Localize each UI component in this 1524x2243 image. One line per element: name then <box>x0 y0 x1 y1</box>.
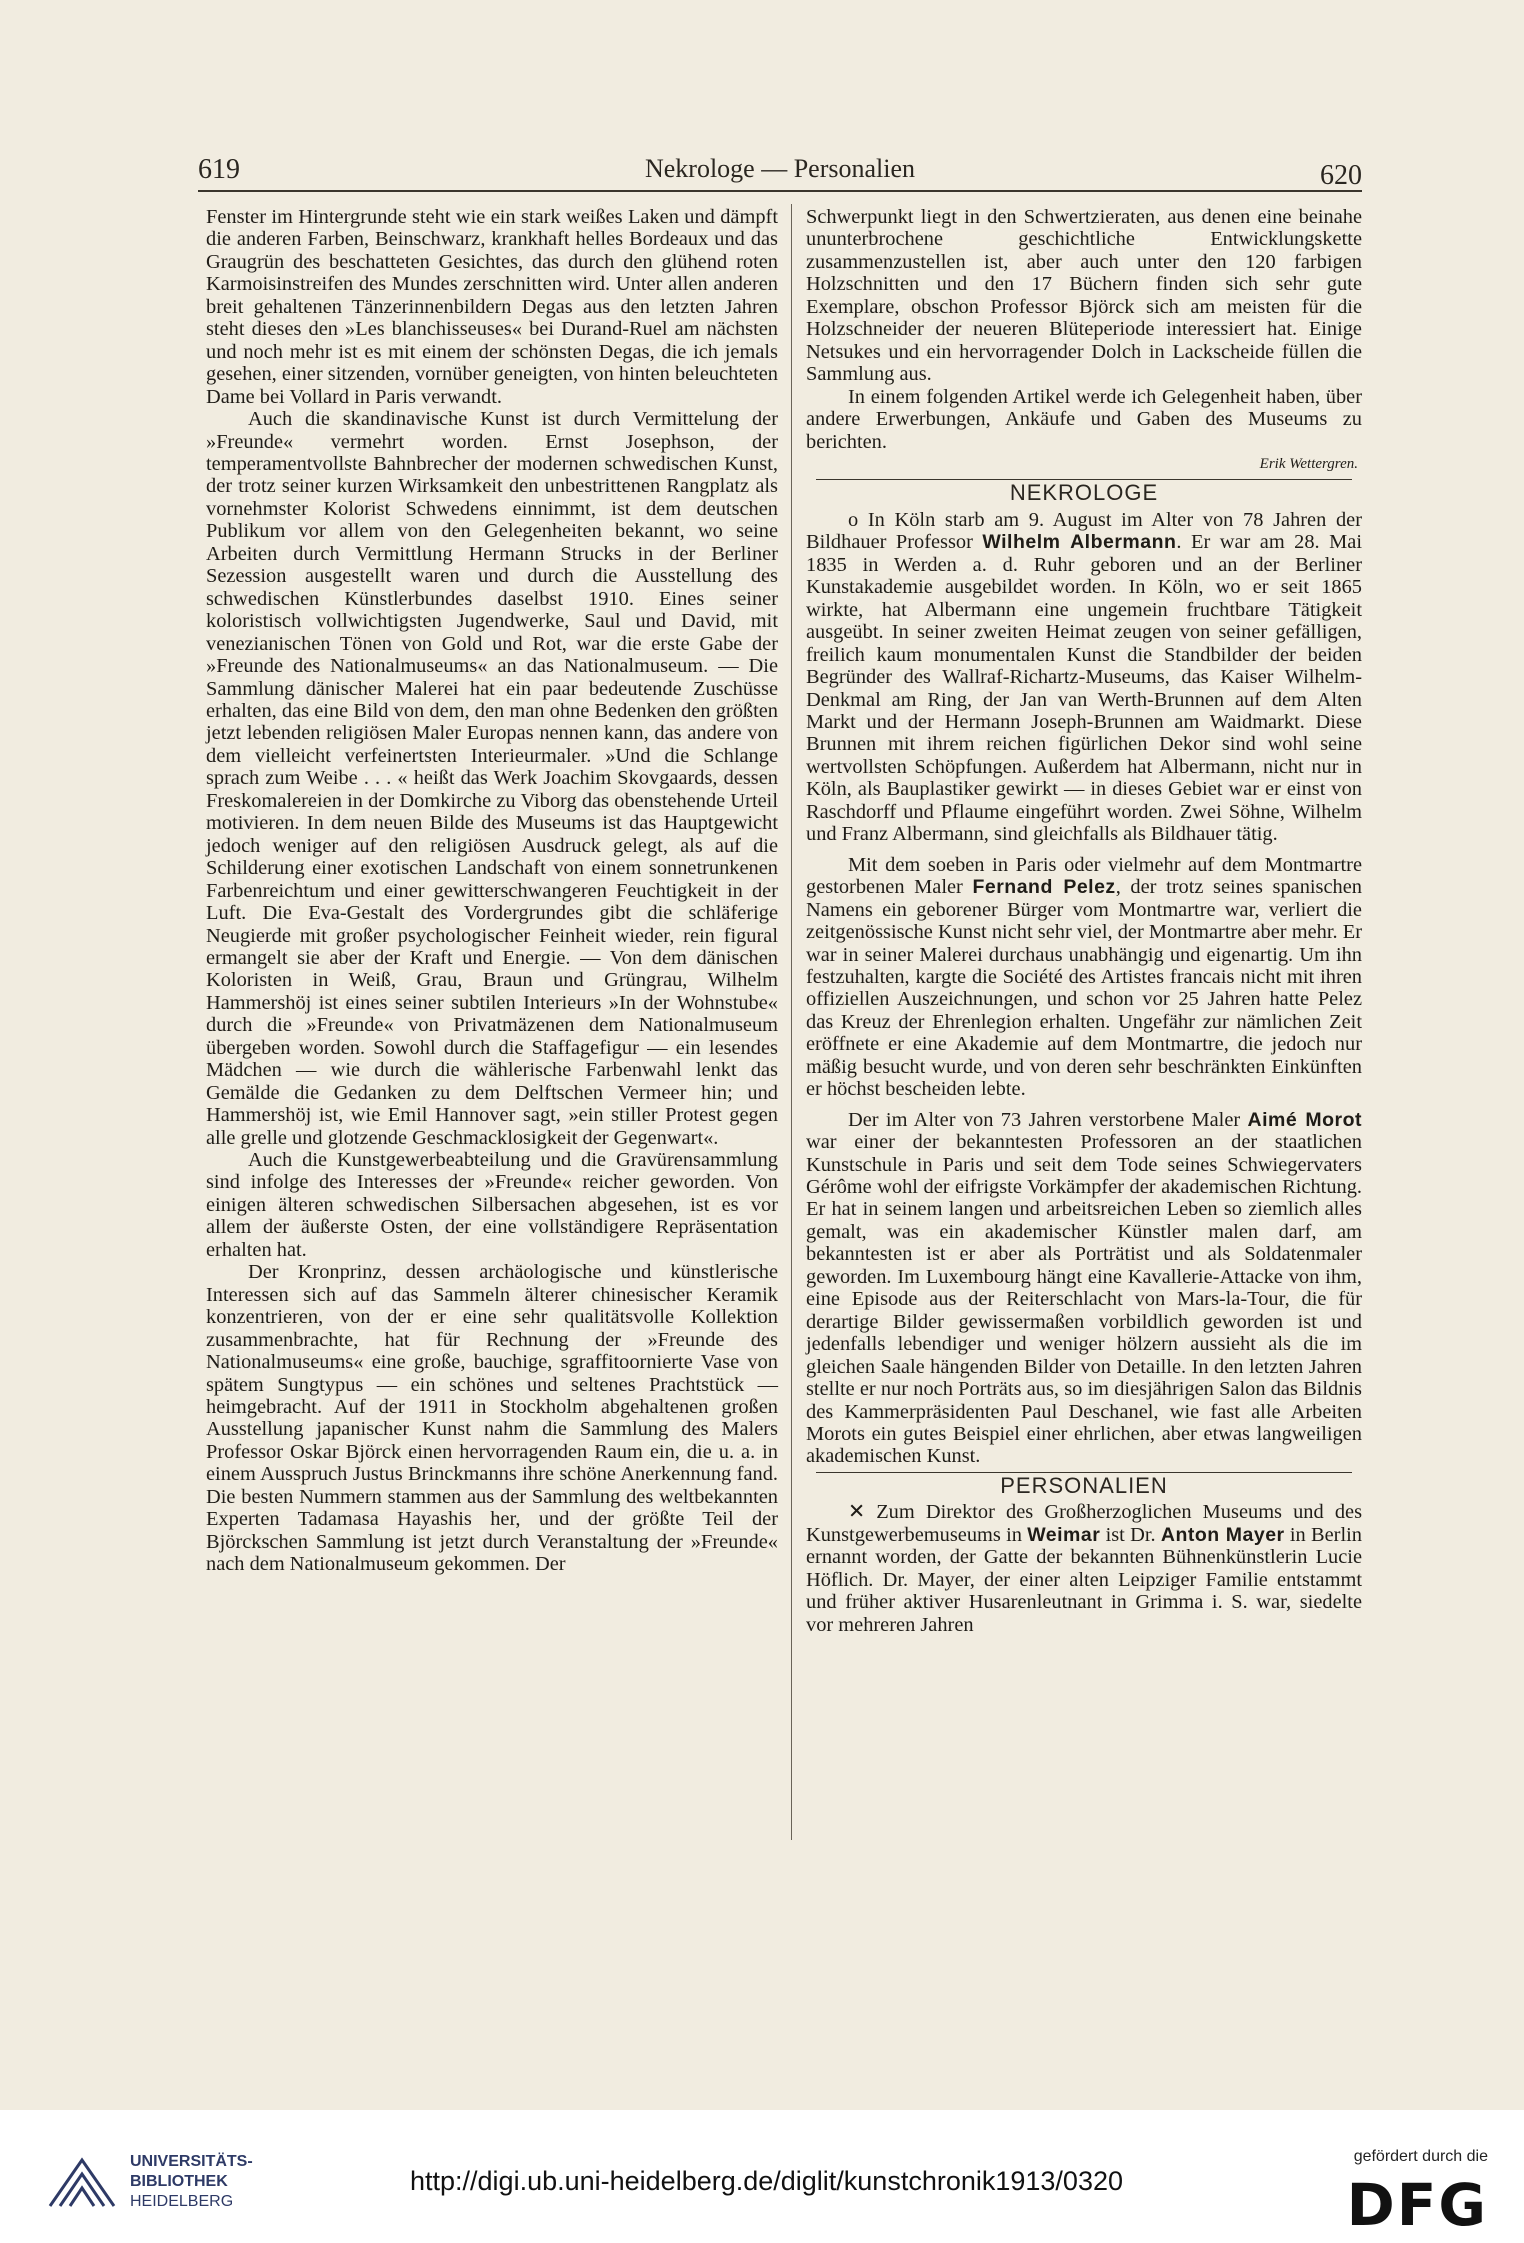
person-name: Wilhelm Albermann <box>982 531 1177 554</box>
person-name: Fernand Pelez <box>972 876 1116 899</box>
personalia-mayer: ✕ Zum Direktor des Großherzoglichen Museums und des Kunstgewerbemuseums in Weimar ist Dr. Anton Mayer in Berlin ernannt worden, der Gatte der bekannten Bühnenkünstlerin Lucie Höflich. Dr. Mayer, der einer alten Leipziger Familie entstammt und früher aktiver Husarenleutnant in Grimma i. S. war, siedelte vor mehreren Jahren <box>806 1501 1362 1636</box>
section-heading-nekrologe: NEKROLOGE <box>1009 480 1159 506</box>
obituary-albermann: o In Köln starb am 9. August im Alter von 78 Jahren der Bildhauer Professor Wilhelm Albermann. Er war am 28. Mai 1835 in Werden a. d. Ruhr geboren und an der Berliner Kunstakademie ausgebildet worden. In Köln, wo er seit 1865 wirkte, hat Albermann eine ungemein fruchtbare Tätigkeit ausgeübt. In seiner zweiten Heimat zeugen von seiner gefälligen, freilich kaum monumentalen Kunst die Standbilder der beiden Begründer des Wallraf-Richartz-Museums, das Kaiser Wilhelm-Denkmal am Ring, der Jan van Werth-Brunnen auf dem Alten Markt und der Hermann Joseph-Brunnen am Waidmarkt. Diese Brunnen mit ihrem reichen figürlichen Dekor sind wohl seine wertvollsten Schöpfungen. Außerdem hat Albermann, nicht nur in Köln, als Bauplastiker gewirkt — in dieses Gebiet war er einst von Raschdorff und Pflaume eingeführt worden. Zwei Söhne, Wilhelm und Franz Albermann, sind gleichfalls als Bildhauer tätig. <box>806 508 1362 846</box>
paragraph <box>806 386 1362 453</box>
person-name: Aimé Morot <box>1247 1108 1362 1131</box>
university-seal-icon <box>42 2152 122 2214</box>
signature-line <box>806 453 1362 475</box>
place-name: Weimar <box>1027 1523 1101 1546</box>
obituary-pelez: Mit dem soeben in Paris oder vielmehr auf dem Montmartre gestorbenen Maler Fernand Pelez, der trotz seines spanischen Namens ein geborener Bürger vom Montmartre war, verliert die zeitgenössische Kunst nicht sehr viel, der Montmartre aber mehr. Er war in seiner Malerei durchaus unabhängig und eigenartig. Um ihn festzuhalten, kargte die Société des Artistes francais nicht mit ihren offiziellen Auszeichnungen, und schon vor 25 Jahren hatte Pelez das Kreuz der Ehrenlegion erhalten. Ungefähr zur nämlichen Zeit eröffnete er eine Akademie auf dem Montmartre, die jedoch nur mäßig besucht wurde, und von deren sehr beschränkten Einkünften er höchst bescheiden lebte. <box>806 853 1362 1101</box>
left-column <box>206 206 778 1576</box>
obituary-morot: Der im Alter von 73 Jahren verstorbene Maler Aimé Morot war einer der bekanntesten Professoren an der staatlichen Kunstschule in Paris und seit dem Tode seines Schwiegervaters Gérôme wohl der eifrigste Vorkämpfer der akademischen Richtung. Er hat in seinem langen und arbeitsreichen Leben so ziemlich alles gemalt, was ein akademischer Künstler malen darf, am bekanntesten ist er aber als Porträtist und als Soldatenmaler geworden. Im Luxembourg hängt eine Kavallerie-Attacke von ihm, eine Episode aus der Reiterschlacht von Mars-la-Tour, die für derartige Bilder gewissermaßen vorbildlich geworden ist und jedenfalls lebendiger und weniger hölzern aussieht als die im gleichen Saale hängenden Bilder von Detaille. In den letzten Jahren stellte er nur noch Porträts aus, so im diesjährigen Salon das Bildnis des Kammerpräsidenten Paul Deschanel, wie fast alle Arbeiten Morots ein gutes Beispiel einer ehrlichen, aber etwas langweiligen akademischen Kunst. <box>806 1108 1362 1468</box>
page-number-left: 619 <box>198 154 240 185</box>
person-name: Anton Mayer <box>1160 1523 1285 1546</box>
permalink-url[interactable]: http://digi.ub.uni-heidelberg.de/diglit/kunstchronik1913/0320 <box>410 2166 1123 2196</box>
closing-text: In einem folgenden Artikel werde ich Gelegenheit haben, über andere Erwerbungen, Ankäufe und Gaben des Museums zu berichten. <box>806 385 1362 453</box>
digitization-footer <box>0 2110 1524 2243</box>
header-rule <box>198 190 1362 192</box>
funded-by-label: gefördert durch die <box>1353 2148 1488 2165</box>
page-number-right: 620 <box>1320 160 1362 191</box>
paragraph: Schwerpunkt liegt in den Schwertzieraten, aus denen eine beinahe ununterbrochene geschichtliche Entwicklungskette zusammenzustellen ist, aber auch unter den 120 farbigen Holzschnitten und den 17 Büchern finden sich sehr gute Exemplare, obschon Professor Björck sich am meisten für die Holzschneider der neueren Blüteperiode interessiert hat. Einige Netsukes und ein hervorragender Dolch in Lackscheide füllen die Sammlung aus. <box>806 206 1362 386</box>
university-library-name: UNIVERSITÄTS- BIBLIOTHEK HEIDELBERG <box>130 2153 253 2210</box>
running-head <box>198 150 1362 190</box>
right-column <box>806 206 1362 1636</box>
paragraph: Der Kronprinz, dessen archäologische und künstlerische Interessen sich auf das Sammeln älterer chinesischer Keramik konzentrieren, von der er eine sehr qualitätsvolle Kollektion zusammenbrachte, hat für Rechnung der »Freunde des Nationalmuseums« eine große, bauchige, sgraffitoornierte Vase von spätem Sungtypus — ein schönes und seltenes Prachtstück — heimgebracht. Auf der 1911 in Stockholm abgehaltenen großen Ausstellung japanischer Kunst nahm die Sammlung des Malers Professor Oskar Björck einen hervorragenden Raum ein, die u. a. in einem Ausspruch Justus Brinckmanns ihre schöne Anerkennung fand. Die besten Nummern stammen aus der Sammlung des weltbekannten Experten Tadamasa Hayashis her, und der größte Teil der Björckschen Sammlung ist jetzt durch Veranstaltung der »Freunde« nach dem Nationalmuseum gekommen. Der <box>206 1261 778 1576</box>
section-heading-personalien: PERSONALIEN <box>1000 1472 1168 1498</box>
author-signature: Erik Wettergren. <box>1259 455 1358 472</box>
paragraph: Auch die skandinavische Kunst ist durch Vermittelung der »Freunde« vermehrt worden. Ernst Josephson, der temperamentvollste Bahnbrecher der modernen schwedischen Kunst, der trotz seiner kurzen Wirksamkeit den unbestrittenen Rangplatz als vornehmster Kolorist Schwedens einnimmt, ist dem deutschen Publikum vor allem von den Gelegenheiten bekannt, wo seine Arbeiten durch Vermittlung Hermann Strucks in der Berliner Sezession ausgestellt waren und durch die Ausstellung des schwedischen Künstlerbundes daselbst 1910. Eines seiner koloristisch vollwichtigsten Jugendwerke, Saul und David, mit venezianischen Tönen von Gold und Rot, war die erste Gabe der »Freunde des Nationalmuseums« an das Nationalmuseum. — Die Sammlung dänischer Malerei hat ein paar bedeutende Zuschüsse erhalten, das eine Bild von dem, den man ohne Bedenken den größten jetzt lebenden religiösen Maler Europas nennen kann, das andere von dem vielleicht verfeinertsten Interieurmaler. »Und die Schlange sprach zum Weibe . . . « heißt das Werk Joachim Skovgaards, dessen Freskomalereien in der Domkirche zu Viborg das obenstehende Urteil motivieren. In dem neuen Bilde des Museums ist das Hauptgewicht jedoch weniger auf den religiösen Ausdruck gelegt, als auf die Schilderung einer exotischen Landschaft von einem sonnetrunkenen Farbenreichtum und einer gewitterschwangeren Feuchtigkeit in der Luft. Die Eva-Gestalt des Vordergrundes gibt die schläferige Neugierde mit großer psychologischer Feinheit wieder, rein figural ermangelt sie aber der Kraft und Energie. — Von dem dänischen Koloristen in Weiß, Grau, Braun und Grüngrau, Wilhelm Hammershöj ist eines seiner subtilen Interieurs »In der Wohnstube« durch die »Freunde« von Privatmäzenen dem Nationalmuseum übergeben worden. Sowohl durch die Staffagefigur — ein lesendes Mädchen — wie durch die wählerische Farbenwahl lenkt das Gemälde die Gedanken zu dem Delftschen Vermeer hin; und Hammershöj ist, wie Emil Hannover sagt, »ein stiller Protest gegen alle grelle und glotzende Geschmacklosigkeit der Gegenwart«. <box>206 408 778 1149</box>
paragraph: Fenster im Hintergrunde steht wie ein stark weißes Laken und dämpft die anderen Farben, Beinschwarz, krankhaft helles Bordeaux und das Graugrün des beschatteten Gesichtes, das durch den glühend roten Karmoisinstreifen des Mundes zerschnitten wird. Unter allen anderen breit gehaltenen Tänzerinnenbildern Degas aus den letzten Jahren steht dieses den »Les blanchisseuses« bei Durand-Ruel am nächsten und noch mehr ist es mit einem der schönsten Degas, die ich jemals gesehen, einer sitzenden, vornüber geneigten, von hinten beleuchteten Dame bei Vollard in Paris verwandt. <box>206 206 778 408</box>
paragraph: Auch die Kunstgewerbeabteilung und die Gravürensammlung sind infolge des Interesses der »Freunde« reicher geworden. Von einigen älteren schwedischen Silbersachen abgesehen, ist es vor allem der äußerste Osten, der eine vollständigere Repräsentation erhalten hat. <box>206 1149 778 1261</box>
dfg-logo: DFG <box>1346 2171 1488 2239</box>
column-divider <box>791 204 792 1840</box>
running-title: Nekrologe — Personalien <box>644 154 916 183</box>
